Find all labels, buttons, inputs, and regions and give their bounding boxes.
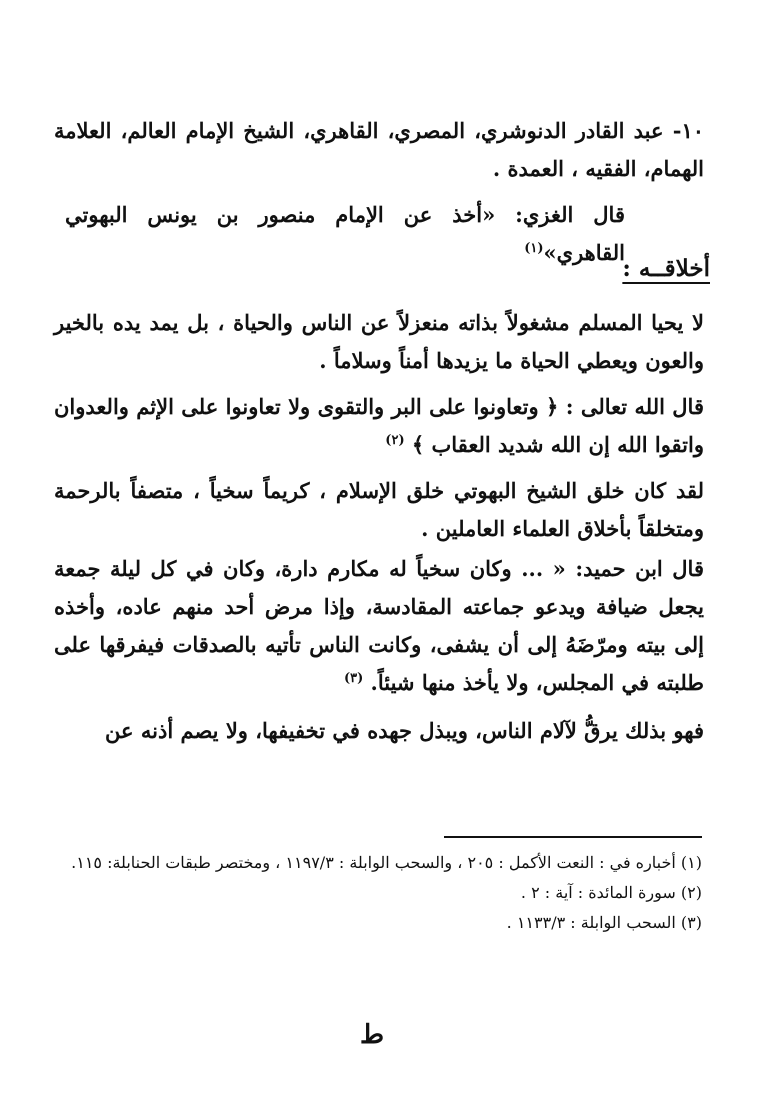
section-heading: أخلاقــه : bbox=[622, 255, 710, 282]
footnote-2: (٢) سورة المائدة : آية : ٢ . bbox=[520, 883, 702, 902]
ghazzi-quote-paragraph bbox=[65, 196, 625, 272]
closing-paragraph bbox=[54, 712, 704, 750]
ibn-humaid-paragraph bbox=[54, 550, 704, 702]
footnote-divider bbox=[444, 836, 702, 838]
ibn-humaid-text: قال ابن حميد: « ... وكان سخياً له مكارم دارة، وكان في كل ليلة جمعة يجعل ضيافة ويدعو جماعته المقادسة، وإذا مرض أحد منهم عاده، وأخذه إلى بيته ومرّضَهُ إلى أن يشفى، وكانت الناس تأتيه بالصدقات فيفرقها على طلبته في المجلس، ولا يأخذ منها شيئاً. bbox=[54, 556, 704, 695]
intro-paragraph bbox=[54, 304, 704, 380]
intro-text: لا يحيا المسلم مشغولاً بذاته منعزلاً عن الناس والحياة ، بل يمد يده بالخير والعون ويعطي الحياة ما يزيدها أمناً وسلاماً . bbox=[54, 310, 704, 373]
ghazzi-quote-text: قال الغزي: «أخذ عن الإمام منصور بن يونس البهوتي القاهري» bbox=[65, 202, 625, 265]
entry-10-text: ١٠- عبد القادر الدنوشري، المصري، القاهري، الشيخ الإمام العالم، العلامة الهمام، الفقيه ، العمدة . bbox=[54, 118, 704, 181]
footnote-ref-1: (١) bbox=[524, 241, 544, 256]
footnote-1: (١) أخباره في : النعت الأكمل : ٢٠٥ ، والسحب الوابلة : ١١٩٧/٣ ، ومختصر طبقات الحنابلة: ١١٥. bbox=[71, 853, 702, 872]
ayah-text: قال الله تعالى : ﴿ وتعاونوا على البر والتقوى ولا تعاونوا على الإثم والعدوان واتقوا الله إن الله شديد العقاب ﴾ bbox=[54, 394, 704, 457]
character-paragraph bbox=[54, 472, 704, 548]
footnotes bbox=[56, 848, 702, 938]
closing-text: فهو بذلك يرقُّ لآلام الناس، ويبذل جهده في تخفيفها، ولا يصم أذنه عن bbox=[105, 718, 704, 743]
footnote-ref-2: (٢) bbox=[385, 433, 405, 448]
ayah-paragraph bbox=[54, 388, 704, 464]
footnote-ref-3: (٣) bbox=[343, 671, 364, 686]
character-text: لقد كان خلق الشيخ البهوتي خلق الإسلام ، كريماً سخياً ، متصفاً بالرحمة ومتخلقاً بأخلاق العلماء العاملين . bbox=[54, 478, 704, 541]
entry-10-paragraph bbox=[54, 112, 704, 188]
page-number: ط bbox=[360, 1020, 385, 1050]
footnote-3: (٣) السحب الوابلة : ١١٣٣/٣ . bbox=[506, 913, 702, 932]
